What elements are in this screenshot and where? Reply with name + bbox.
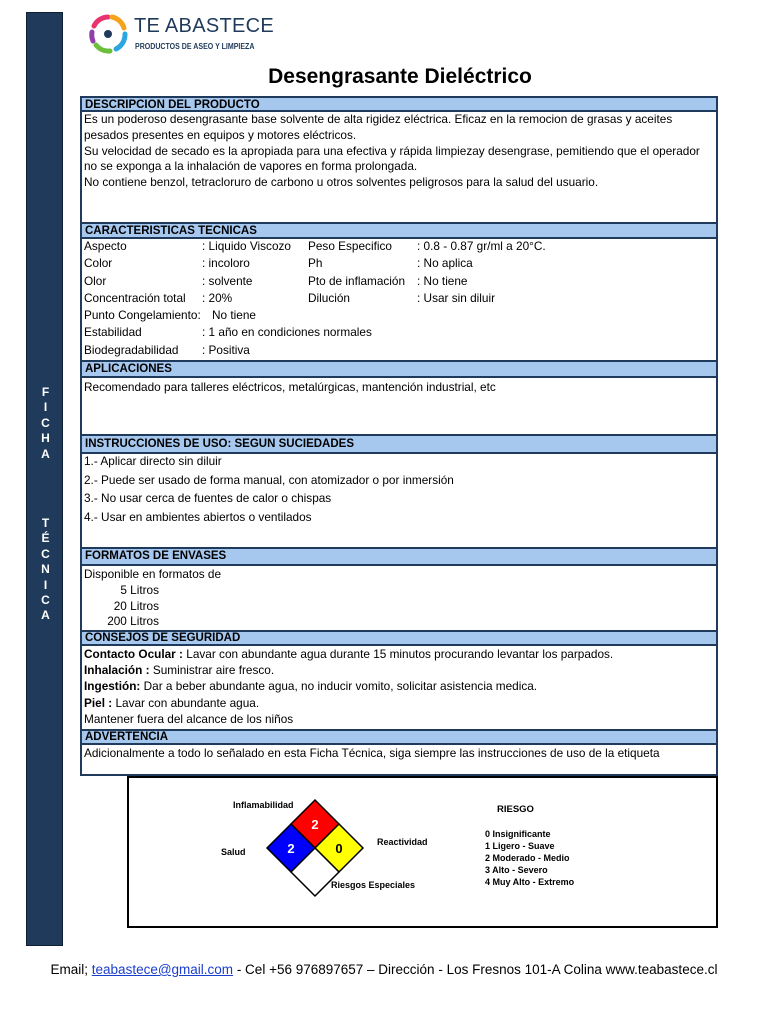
section-header-instrucciones: INSTRUCCIONES DE USO: SEGUN SUCIEDADES (80, 434, 718, 454)
spec-row (84, 308, 716, 325)
instruction-item: 2.- Puede ser usado de forma manual, con atomizador o por inmersión (84, 472, 454, 487)
spec-value: : Positiva (202, 342, 250, 357)
spec-value: : incoloro (202, 256, 250, 271)
spec-value: : 1 año en condiciones normales (202, 325, 372, 340)
spec-label: Olor (84, 273, 107, 288)
spec-label: Estabilidad (84, 325, 142, 340)
section-header-consejos: CONSEJOS DE SEGURIDAD (80, 630, 718, 646)
spec-value-2: : No aplica (417, 256, 473, 271)
nfpa-health-value: 2 (287, 841, 295, 856)
section-header-formatos: FORMATOS DE ENVASES (80, 547, 718, 566)
footer-contact (0, 962, 768, 977)
nfpa-label-reactivity: Reactividad (377, 837, 428, 847)
risk-scale-list (485, 828, 574, 888)
spec-label-2: Dilución (308, 290, 350, 305)
section-body-descripcion (80, 112, 718, 222)
section-body-advertencia (80, 745, 718, 776)
spec-label: Aspecto (84, 239, 127, 253)
formato-item: 20 Litros (113, 598, 159, 613)
brand-tagline: PRODUCTOS DE ASEO Y LIMPIEZA (135, 42, 255, 51)
nfpa-reactivity-value: 0 (335, 841, 343, 856)
instruction-item: 3.- No usar cerca de fuentes de calor o chispas (84, 491, 332, 506)
section-body-instrucciones (80, 454, 718, 547)
consejo-item: Inhalación : Suministrar aire fresco. (84, 663, 275, 678)
spec-label: Punto Congelamiento: (84, 308, 201, 323)
descripcion-paragraph: Su velocidad de secado es la apropiada para una efectiva y rápida limpiezay desengrase, pemitiendo que el operador no se exponga a la inhalación de vapores en forma prolongada. (84, 143, 700, 174)
risk-level: 2 Moderado - Medio (485, 853, 570, 863)
spec-label: Concentración total (84, 290, 186, 305)
nfpa-label-special: Riesgos Especiales (331, 880, 416, 890)
spec-value: : solvente (202, 273, 253, 288)
spec-row (84, 325, 716, 342)
spec-label-2: Pto de inflamación (308, 273, 406, 288)
section-header-descripcion: DESCRIPCION DEL PRODUCTO (80, 96, 718, 112)
spec-row (84, 343, 716, 360)
risk-level: 3 Alto - Severo (485, 865, 548, 875)
consejo-item: Piel : Lavar con abundante agua. (84, 695, 260, 710)
descripcion-paragraph: Es un poderoso desengrasante base solvente de alta rigidez eléctrica. Eficaz en la remocion de grasas y aceites pesados presentes en equipos y motores eléctricos. (84, 112, 673, 142)
descripcion-paragraph: No contiene benzol, tetracloruro de carbono u otros solventes peligrosos para la salud del usuario. (84, 175, 599, 190)
advertencia-text: Adicionalmente a todo lo señalado en esta Ficha Técnica, siga siempre las instrucciones de uso de la etiqueta (84, 746, 660, 760)
spec-row (84, 291, 716, 308)
page-title: Desengrasante Dieléctrico (268, 65, 532, 88)
section-body-consejos (80, 646, 718, 729)
risk-level: 0 Insignificante (485, 829, 551, 839)
brand-logo (86, 12, 286, 56)
spec-value: : Liquido Viscozo (202, 239, 291, 253)
section-body-aplicaciones (80, 378, 718, 434)
section-body-formatos (80, 566, 718, 630)
spec-value-2: : Usar sin diluir (417, 290, 496, 305)
formatos-intro: Disponible en formatos de (84, 567, 222, 581)
aplicaciones-text: Recomendado para talleres eléctricos, metalúrgicas, mantención industrial, etc (84, 380, 496, 394)
instruction-item: 1.- Aplicar directo sin diluir (84, 454, 222, 468)
sidebar-word-tecnica: T É C N I C A (41, 516, 50, 623)
spec-value: : 20% (202, 290, 233, 305)
nfpa-label-flammability: Inflamabilidad (233, 800, 294, 810)
sidebar-ficha-tecnica (26, 12, 63, 946)
footer-details: - Cel +56 976897657 – Dirección - Los Fresnos 101-A Colina www.teabastece.cl (233, 962, 718, 977)
spec-label-2: Peso Especifico (308, 239, 392, 253)
section-header-caracteristicas: CARACTERISTICAS TECNICAS (80, 222, 718, 239)
risk-scale-title: RIESGO (497, 804, 534, 815)
spec-label-2: Ph (308, 256, 323, 271)
consejo-item: Mantener fuera del alcance de los niños (84, 711, 294, 726)
spec-row (84, 256, 716, 273)
sidebar-word-ficha: F I C H A (41, 385, 50, 461)
consejo-item: Ingestión: Dar a beber abundante agua, no inducir vomito, solicitar asistencia medica. (84, 679, 538, 694)
footer-email-link[interactable]: teabastece@gmail.com (91, 962, 234, 977)
risk-level: 1 Ligero - Suave (485, 841, 555, 851)
consejo-item: Contacto Ocular : Lavar con abundante agua durante 15 minutos procurando levantar los parpados. (84, 647, 614, 661)
section-header-advertencia: ADVERTENCIA (80, 729, 718, 745)
spec-value-2: : 0.8 - 0.87 gr/ml a 20°C. (417, 239, 546, 253)
instruction-item: 4.- Usar en ambientes abiertos o ventilados (84, 509, 312, 524)
spec-row (84, 274, 716, 291)
formato-item: 200 Litros (107, 614, 159, 629)
brand-logo-icon (86, 12, 130, 56)
spec-value: No tiene (212, 308, 256, 323)
nfpa-label-health: Salud (221, 847, 246, 857)
nfpa-panel (127, 776, 718, 928)
footer-prefix: Email; (50, 962, 92, 977)
spec-row (84, 239, 716, 256)
brand-name: TE ABASTECE (134, 15, 275, 37)
section-body-caracteristicas (80, 239, 718, 360)
spec-label: Color (84, 256, 113, 271)
spec-label: Biodegradabilidad (84, 342, 179, 357)
risk-level: 4 Muy Alto - Extremo (485, 877, 575, 887)
nfpa-flammability-value: 2 (311, 817, 319, 832)
formato-item: 5 Litros (120, 582, 159, 597)
section-header-aplicaciones: APLICACIONES (80, 360, 718, 378)
spec-value-2: : No tiene (417, 273, 468, 288)
